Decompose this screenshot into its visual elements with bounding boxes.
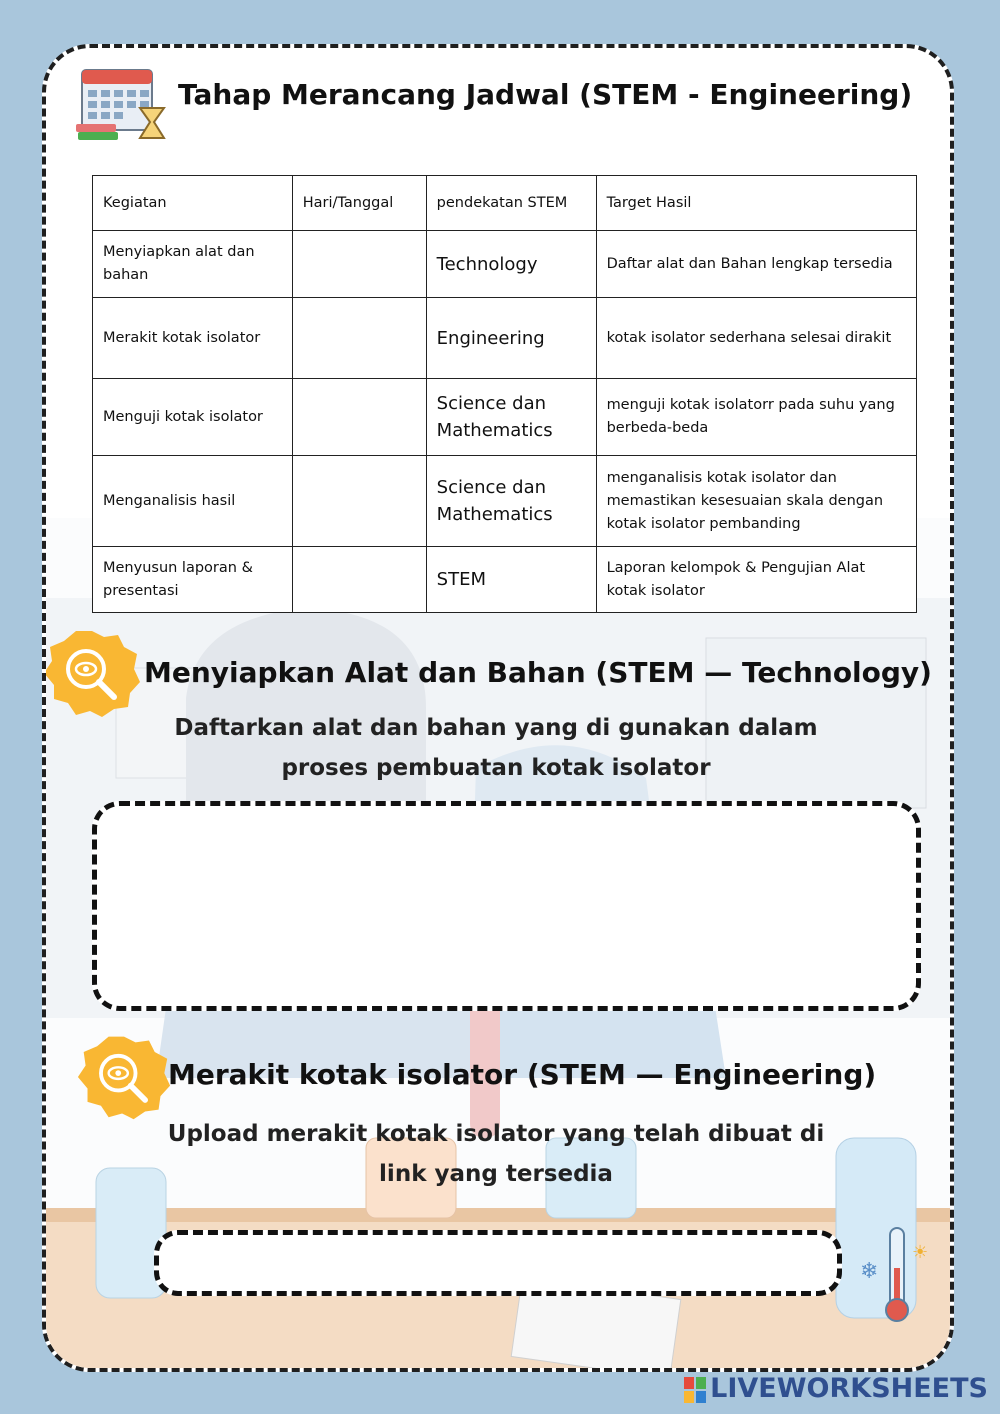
table-row — [93, 298, 917, 379]
cell-kegiatan: Menyusun laporan & presentasi — [93, 547, 293, 613]
header-target-hasil: Target Hasil — [596, 176, 916, 231]
upload-link-input[interactable] — [154, 1230, 842, 1296]
cell-pendekatan: Science dan Mathematics — [426, 456, 596, 547]
cell-pendekatan: Engineering — [426, 298, 596, 379]
cell-hari-tanggal[interactable] — [292, 456, 426, 547]
section-technology-instruction — [126, 708, 866, 788]
cell-hari-tanggal[interactable] — [292, 298, 426, 379]
cell-target: Daftar alat dan Bahan lengkap tersedia — [596, 231, 916, 298]
instruction-line: Daftarkan alat dan bahan yang di gunakan dalam — [174, 715, 818, 741]
page-title: Tahap Merancang Jadwal (STEM - Engineering) — [178, 78, 913, 111]
cell-target: menganalisis kotak isolator dan memastikan kesesuaian skala dengan kotak isolator pembanding — [596, 456, 916, 547]
brand-name: LIVEWORKSHEETS — [710, 1373, 988, 1404]
thermometer-icon — [852, 1218, 932, 1328]
section-engineering-instruction — [126, 1114, 866, 1194]
cell-hari-tanggal[interactable] — [292, 547, 426, 613]
magnifier-eye-icon — [42, 626, 142, 718]
instruction-line: proses pembuatan kotak isolator — [281, 755, 711, 781]
liveworksheets-logo-icon — [684, 1377, 706, 1403]
table-header-row — [93, 176, 917, 231]
tools-materials-answer-box[interactable] — [92, 801, 921, 1011]
instruction-line: Upload merakit kotak isolator yang telah dibuat di — [167, 1121, 825, 1147]
table-row — [93, 456, 917, 547]
svg-text:☀: ☀ — [912, 1242, 929, 1263]
cell-pendekatan: STEM — [426, 547, 596, 613]
cell-pendekatan: Science dan Mathematics — [426, 379, 596, 456]
table-row — [93, 231, 917, 298]
table-row — [93, 547, 917, 613]
magnifier-eye-icon — [76, 1032, 172, 1120]
cell-kegiatan: Menguji kotak isolator — [93, 379, 293, 456]
liveworksheets-brand — [684, 1373, 988, 1404]
cell-hari-tanggal[interactable] — [292, 379, 426, 456]
header-hari-tanggal: Hari/Tanggal — [292, 176, 426, 231]
table-row — [93, 379, 917, 456]
cell-target: menguji kotak isolatorr pada suhu yang berbeda-beda — [596, 379, 916, 456]
cell-kegiatan: Menganalisis hasil — [93, 456, 293, 547]
cell-hari-tanggal[interactable] — [292, 231, 426, 298]
calendar-hourglass-icon — [76, 60, 172, 142]
header-kegiatan: Kegiatan — [93, 176, 293, 231]
cell-kegiatan: Merakit kotak isolator — [93, 298, 293, 379]
svg-text:❄: ❄ — [860, 1259, 879, 1284]
cell-target: Laporan kelompok & Pengujian Alat kotak isolator — [596, 547, 916, 613]
section-engineering-title: Merakit kotak isolator (STEM — Engineering) — [168, 1058, 877, 1091]
header-pendekatan-stem: pendekatan STEM — [426, 176, 596, 231]
schedule-table — [92, 175, 917, 613]
cell-target: kotak isolator sederhana selesai dirakit — [596, 298, 916, 379]
worksheet-page — [42, 44, 954, 1372]
cell-pendekatan: Technology — [426, 231, 596, 298]
section-technology-title: Menyiapkan Alat dan Bahan (STEM — Technology) — [144, 656, 932, 689]
instruction-line: link yang tersedia — [379, 1161, 613, 1187]
cell-kegiatan: Menyiapkan alat dan bahan — [93, 231, 293, 298]
